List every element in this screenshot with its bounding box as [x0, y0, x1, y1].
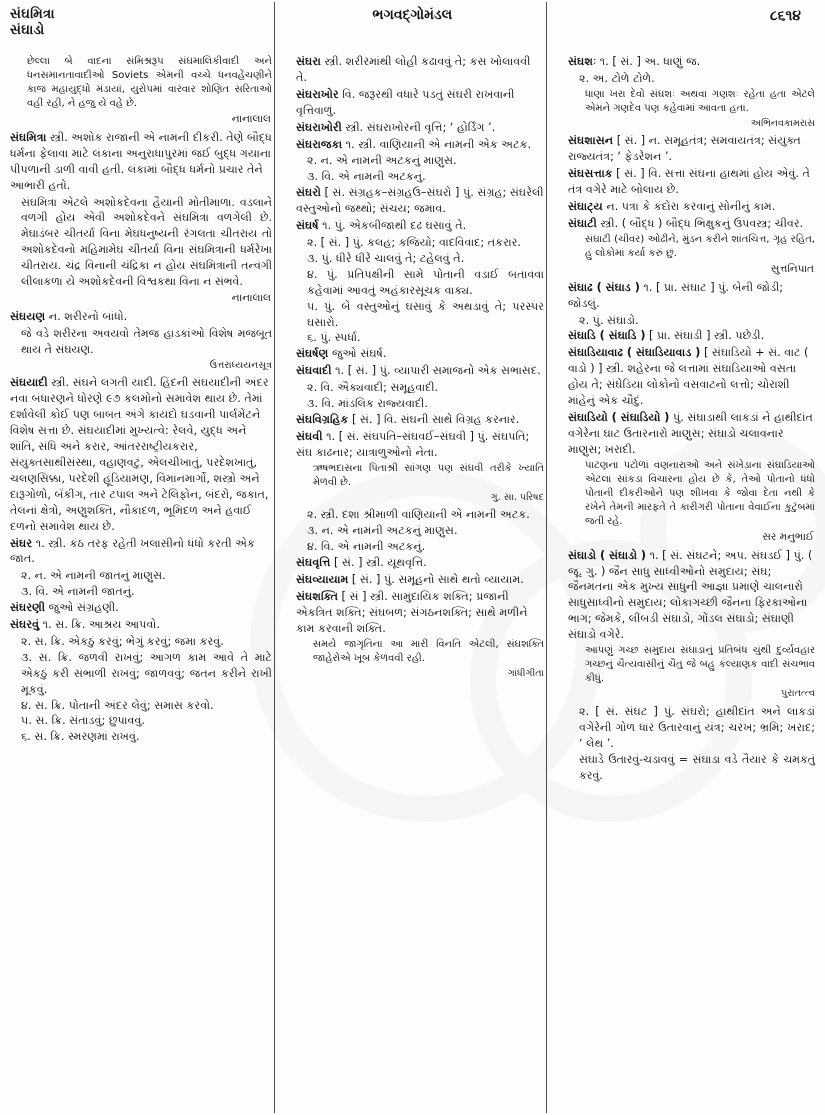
entry-sense: ૨. સ્ત્રી. દશા શ્રીમાળી વાણિયાની એ નામની અટક.: [307, 508, 530, 522]
entry-sense: ૨. ન. એ નામની અટકનું માણુસ.: [307, 154, 457, 168]
entry-headword: સંઘયણ: [10, 310, 46, 324]
citation-attribution: સુત્તનિપાત: [770, 262, 814, 275]
entry-sense: ૨. પું. સંઘાડો.: [579, 313, 639, 327]
entry-definition: જુઓ સંઘર્ષ.: [328, 347, 387, 361]
citation-attribution: સર મનુભાઈ: [762, 530, 814, 543]
entry-definition: [ સં. ] પું. સમૂહનો સાથે થતો વ્યાયામ.: [348, 572, 524, 586]
book-title: ભગવદ્ગોમંડલ: [372, 7, 453, 23]
entry-citation: સંઘાટી (ચીવર) ઓઢીને, મુંડન કરીને શાંતચિત્ત, ગૃહ રહિત, હું લોકોમાં કર્યા કરું છું.: [585, 233, 815, 259]
entry-sense: ૨. ન. એ નામની જાતનું માણુસ.: [21, 569, 166, 583]
dictionary-entry: [568, 54, 815, 70]
entry-headword: સંઘરાજકા: [296, 137, 343, 151]
citation-attribution: ગાંધીગીતા: [507, 667, 544, 679]
dictionary-entry: [568, 133, 815, 165]
entry-headword: સંઘવૃત્તિ: [296, 555, 331, 569]
dictionary-entry: [296, 589, 544, 637]
dictionary-entry: [568, 548, 815, 643]
dictionary-entry: [568, 280, 815, 312]
entry-headword: સંઘરો: [296, 186, 321, 200]
entry-definition: ૧. [ સં. ] અ. ધાણું જ.: [596, 55, 701, 68]
entry-sense: ૨. સ. ક્રિ. એકઠું કરવું; ભેગું કરવું; જમા કરવું.: [21, 634, 224, 648]
entry-headword: સંઘાડો ( સંઘાડો ): [568, 548, 647, 562]
entry-sense: ૩. વિ. એ નામની અટકનું.: [307, 170, 426, 184]
entry-headword: સંઘર્ષ: [296, 219, 319, 233]
citation-attribution: ઉત્તરાધ્યયનસૂત્ર: [209, 359, 272, 371]
citation-attribution: નાનાલાલ: [231, 113, 271, 125]
dictionary-entry: [568, 166, 815, 198]
dictionary-entry: [296, 346, 544, 362]
entry-definition: [ સં. ] સ્ત્રી. યૂથવૃત્તિ.: [330, 555, 427, 569]
dictionary-entry: [296, 218, 544, 234]
entry-citation: જે વડે શરીરના અવયવો તેમજ હાડકાંઓ વિશેષ મજબૂત થાય તે સંઘયણ.: [21, 326, 272, 356]
citation-attribution: ગુ. સા. પરિષદ: [490, 491, 544, 503]
entry-definition: સ્ત્રી. અશોક રાજાની એ નામની દીકરી. તેણે બૌદ્ધ ધર્મના ફેલાવા માટે લંકાના અનુરાધાપુરમાં જઈ બુદ્ધ ગયાના પીપળાની ડાળી વાવી હતી. લંકામાં બૌદ્ધ ધર્મનો પ્રચાર તેને આભારી હતો.: [10, 130, 272, 192]
entry-headword: સંઘયાદી: [10, 376, 48, 390]
entry-definition: ન. શરીરનો બાંધો.: [45, 310, 128, 324]
entry-definition: સ્ત્રી. સંઘને લગતી યાદી. હિંદની સંઘયાદીની અંદર નવા બંધારણને ધોરણે ૯૭ કલમોનો સમાવેશ થાય છે. તેમાં દર્શાવેલી કોઈ પણ બાબત અંગે કાયદો ઘડવાની પાર્લમેંટને વિશેષ સત્તા છે. સંઘયાદીમાં મુખ્યત્વે: રેલવે, યુદ્ધ અને શાંતિ, સંધિ અને કરાર, આંતરરાષ્ટ્રીયકરાર, સંયુક્તસાથીસંસ્થા, વહાણવટું, એલચીખાતું, પરદેશખાતું, ચલણસિક્કા, પરદેશી હૂંડિયામણ, વિમાનમાર્ગો, શસ્ત્રો અને દારૂગોળો, બૅંકીંગ, તાર ટપાલ અને ટેલિફોન, બંદરો, જકાત, તેલનાં ક્ષેત્રો, અણુશક્તિ, નૌકાદળ, ભૂમિદળ અને હવાઈ દળનો સમાવેશ થાય છે.: [10, 376, 269, 533]
dictionary-entry: [568, 328, 815, 344]
entry-headword: સંઘવી: [296, 429, 323, 443]
dictionary-entry: [296, 87, 544, 119]
entry-sense: ૬. પું. સ્પર્ધા.: [307, 331, 361, 345]
entry-sense: ૩. સ. ક્રિ. જળવી રાખવું; આગળ કામ આવે તે માટે એકઠું કરી સંભાળી રાખવું; જાળવવું; જતન કરીને રાખી મૂકવું.: [21, 650, 272, 696]
entry-headword: સંઘરવું: [10, 618, 40, 632]
entry-headword: સંઘાટી: [568, 216, 597, 230]
entry-definition: ન. પત્રા કે કંદોરા કરવાનું સોનીનું કામ.: [602, 200, 776, 214]
entry-definition: ૧. સ. ક્રિ. આશ્રય આપવો.: [39, 618, 160, 632]
entry-headword: સંઘવિગ્રહિક: [296, 412, 349, 426]
dictionary-entry: [568, 199, 815, 215]
entry-sense: ૫. પું. બે વસ્તુઓનું ઘસાવું કે અથડાવું તે; પરસ્પર ઘસારો.: [307, 299, 544, 329]
citation-attribution: અભિનવકામરાસ: [750, 117, 815, 129]
entry-definition: ૧. [ સં. સંઘપતિ–સંઘવઈ–સંઘવી ] પું. સંઘપતિ; સંઘ કાઢનાર; યાત્રાળુઓનો નેતા.: [296, 429, 530, 459]
entry-sense: ૪. સ. ક્રિ. પોતાની અંદર લેવું; સમાસ કરવો.: [21, 698, 214, 712]
dictionary-entry: [296, 137, 544, 153]
entry-citation: પાટણના પટોળાં વણનારાઓ અને સંખેડાના સંઘાડિયાઓ એટલા સાંકડા વિચારના હોય છે કે, તેઓ પોતાનો ધંધો પોતાની દીકરીઓને પણ શીખવા કે જોવા દેતા નથી કે રખેને તેમની મારફતે તે કારીગરી પોતાના વેવાઈના કુટુંબમાં જતી રહે.: [585, 459, 815, 527]
entry-headword: સંઘાડિયાવાઢ ( સંઘાડિયાવાડ ): [568, 346, 701, 360]
entry-sense: ૩. ન. એ નામની અટકનું માણુસ.: [307, 524, 458, 538]
column-divider-1: [274, 2, 275, 1113]
entry-sense: ૪. વિ. એ નામની અટકનું.: [307, 540, 426, 554]
entry-sense: ૫. સ. ક્રિ. સંતાડવું; છુપાવવું.: [21, 714, 145, 728]
running-head: [10, 6, 815, 50]
dictionary-entry: [10, 309, 272, 325]
entry-definition: ૧. સ્ત્રી. કંઠ તરફ રહેતી ખલાસીનો ધંધો કરતી એક જાત.: [10, 536, 255, 566]
citation-attribution: પુરાતત્ત્વ: [781, 688, 815, 700]
entry-definition: [ સં. ] વિ. સંઘની સાથે વિગ્રહ કરનાર.: [348, 412, 520, 426]
entry-sense: ૩. પું. ધીરે ધીરે ચાલવું તે; ટહેલવું તે.: [307, 251, 465, 265]
entry-definition: ૧. પું. એકબીજાથી દઢ ઘસાવું તે.: [318, 219, 467, 233]
dictionary-entry: [568, 410, 815, 458]
entry-definition: ૧. [ પ્રા. સંઘાટ ] પું. બેની જોડી; જોડલું.: [568, 280, 784, 310]
dictionary-entry: [296, 185, 544, 217]
entry-definition: સ્ત્રી. શરીરમાંથી લોહી કઢાવવું તે; કસ ખોલાવવી તે.: [296, 55, 531, 84]
dictionary-entry: [10, 600, 272, 616]
dictionary-entry: [296, 572, 544, 588]
entry-headword: સંઘર: [10, 536, 33, 550]
entry-definition: ૧. [ સં. ] પું. વ્યાપારી સમાજનો એક સભાસદ.: [331, 364, 541, 378]
entry-definition: ૧. [ સં. સંઘટને; અપ. સંઘડઈ ] પું. ( જૂ. ગુ. ) જૈન સાધુ સાધ્વીઓનો સમુદાય; સંઘ; જૈનમતના એક મુખ્ય સાધુની આજ્ઞા પ્રમાણે ચાલનારો સાધુસાધ્વીનો સમુદાય; લોકાગચ્છી જૈનના ફિરકાઓના ભાગ; જેમકે, લીંબડી સંઘાડો, ગોંડલ સંઘાડો; સંઘાણી સંઘાડો વગેરે.: [568, 548, 813, 642]
entry-definition: [ સંઘાડિયો + સં. વાટ ( વાડો ) ] સ્ત્રી. શહેરના જે લત્તામાં સંઘાડિયાઓ વસતા હોય તે; સંઘેડિયા લોકોનો વસવાટનો લત્તો; ચોરાશી માંહેનું એક ચૌદું.: [568, 346, 809, 408]
entry-headword: સંઘશાસન: [568, 134, 614, 148]
column-2: [284, 54, 556, 1104]
citation-attribution: નાનાલાલ: [231, 292, 271, 305]
entry-definition: [ પ્રા. સંઘાડી ] સ્ત્રી. પછેડી.: [645, 329, 765, 343]
entry-headword: સંઘરણી: [10, 601, 46, 615]
column-3: [556, 54, 815, 1104]
dictionary-entry: [296, 363, 544, 379]
entry-definition: [ સં ] સ્ત્રી. સામુદાયિક શક્તિ; પ્રજાની એકત્રિત શક્તિ; સંઘબળ; સંગઠનશક્તિ; સાથે મળીને કામ કરવાની શક્તિ.: [296, 589, 528, 635]
entry-headword: સંઘરાખોર: [296, 87, 339, 101]
entry-headword: સંઘશઃ: [568, 55, 597, 68]
dictionary-entry: [296, 54, 544, 86]
entry-definition: સ્ત્રી. સંઘરાખોરની વૃત્તિ; ‘ હોર્ડિંગ ’.: [341, 120, 496, 134]
entry-sense: ૬. સ. ક્રિ. સ્મરણમાં રાખવું.: [21, 730, 140, 744]
dictionary-entry: [10, 536, 272, 568]
entry-citation: સંઘમિત્રા એટલે અશોકદેવના હૈયાની મોતીમાળા. વડલાને વળગી હોય એવી અશોકદેવને સંઘમિત્રા વળગેલી છે. મેઘાડંબર ચીતર્યા વિના મેઘધનુષ્યની રંગલતા ચીતરાય તો અશોકદેવનો મહિમામેઘ ચીતર્યા વિના સંઘમિત્રાની ધર્મરેખા ચીતરાય. ચંદ્ર વિનાની ચંદ્રિકા ન હોય સંઘમિત્રાની તન્વંગી લીલાકળા યે અશોકદેવની વિશ્વકથા વિના ન સંભવે.: [21, 195, 272, 289]
entry-sense: ૪. પું. પ્રતિપક્ષીની સામે પોતાની વડાઈ બતાવવા કહેવામાં આવતું અહંકારસૂચક વાક્ય.: [307, 267, 544, 297]
entry-headword: સંઘસત્તાક: [568, 167, 613, 181]
entry-citation: ઋષભદાસના પિતાશ્રી સાંગણ પણ સંઘવી તરીકે ખ્યાતિ મેળવી છે.: [313, 462, 544, 488]
running-head-left-first-entry: સંઘમિત્રા: [10, 6, 55, 22]
dictionary-entry: [10, 375, 272, 534]
dictionary-entry: [296, 555, 544, 571]
entry-headword: સંઘરા: [296, 55, 321, 68]
entry-sense: ૨. વિ. ઐક્યવાદી; સમૂહવાદી.: [307, 381, 439, 395]
entry-headword: સંઘવ્યાયામ: [296, 572, 349, 586]
dictionary-entry: [10, 130, 272, 194]
entry-headword: સંઘાડિ ( સંઘાડિ ): [568, 329, 646, 343]
entry-sense: ૨. [ સં. સંઘટ ] પું. સંઘરો; હાથીદાંત અને લાકડાં વગેરેની ગોળ ધાર ઉતારવાનું યંત્ર; ચરખ; ભ્રમિ; ખરાદ; ‘ લેથ ’.: [579, 704, 815, 750]
entry-headword: સંઘશક્તિ: [296, 589, 338, 603]
entry-sense: ૩. વિ. માંડલિક રાજ્યવાદી.: [307, 397, 428, 411]
entry-headword: સંઘવાદી: [296, 364, 332, 378]
column-container: [10, 50, 815, 1104]
entry-definition: [ સં. સંગ્રહક–સંગ્રહઉ–સંઘરો ] પું. સંગ્રહ; સંઘરેલી વસ્તુઓનો જથ્થો; સંચય; જમાવ.: [296, 186, 544, 216]
entry-citation: સમયે જાગૃતિના આ મારી વિનતિ એટલી, સંઘશક્તિ જાહેરોએ ખૂબ કેળવવી રહી.: [313, 638, 544, 664]
running-head-left: [10, 6, 55, 39]
entry-definition: [ સં. ] વિ. સત્તા સંઘના હાથમાં હોય એવું. તે તંત્ર વગેરે માટે બોલાય છે.: [568, 167, 810, 197]
dictionary-entry: [568, 216, 815, 232]
entry-definition: વિ. જરૂરથી વધારે પડતું સંઘરી રાખવાની વૃત્તિવાળું.: [296, 87, 515, 117]
entry-headword: સંઘર્ષણ: [296, 347, 329, 361]
page-number: ૮૬૧૪: [769, 8, 801, 24]
entry-definition: ૧. સ્ત્રી. વાણિયાની એ નામની એક અટક.: [342, 137, 532, 151]
column-divider-2: [546, 2, 547, 1113]
entry-definition: જુઓ સંગ્રહણી.: [45, 601, 119, 615]
entry-headword: સંઘાઢ ( સંઘાડ ): [568, 280, 640, 294]
entry-headword: સંઘમિત્રા: [10, 130, 47, 144]
entry-citation: સંઘાડે ઉતારવું-ચડાવવું = સંઘાડા વડે તૈયાર કે ચમકતું કરવું.: [579, 753, 815, 783]
column-1: [10, 54, 284, 1104]
entry-headword: સંઘાડિયો ( સંઘાડિયો ): [568, 411, 670, 425]
dictionary-entry: [10, 617, 272, 633]
running-head-left-last-entry: સંઘાડો: [10, 22, 45, 39]
entry-definition: સ્ત્રી. ( બૌદ્ધ ) બૌદ્ધ ભિક્ષુકનું ઉપવસ્ત્ર; ચીવર.: [596, 216, 804, 230]
entry-definition: પું. સંઘાડાથી લાકડાં ને હાથીદાંત વગેરેના ઘાટ ઉતારનારો માણુસ; સંઘાડો ચલાવનાર માણુસ; ખરાદી.: [568, 411, 813, 456]
dictionary-entry: [296, 429, 544, 461]
entry-citation: ધાણા ખરા દેવો સંઘશઃ અથવા ગણશઃ રહેતા હતા એટલે એમને ગણદેવ પણ કહેવામાં આવતા હતા.: [585, 88, 815, 114]
entry-citation: છેલ્લા બે વાદના સંમિશ્રરૂપ સંઘમાલિકીવાદી અને ધનસમાનતાવાદીઓ Soviets એમની વચ્ચે ધનવહેંચણીને કાજ મહાયુદ્ધો મંડાયાં, યુરોપમાં વારંવાર શોણિત સરિતાઓ વહી રહી, ને હજુ યે વહે છે.: [27, 56, 272, 109]
entry-sense: ૩. વિ. એ નામની જાતનું.: [21, 585, 135, 599]
dictionary-entry: [568, 345, 815, 409]
entry-sense: ૨. અ. ટોળે ટોળે.: [579, 71, 655, 85]
entry-sense: ૨. [ સં. ] પું. કલહ; કજિયો; વાદવિવાદ; તકરાર.: [307, 235, 521, 249]
entry-headword: સંઘાટ્ય: [568, 200, 603, 214]
dictionary-entry: [296, 412, 544, 428]
dictionary-entry: [296, 120, 544, 136]
entry-headword: સંઘરાખોરી: [296, 120, 342, 134]
entry-citation: આપણું ગચ્છ સમુદાય સંઘાડાનું પ્રતિબંધ ચુંથી દુર્વ્યવહાર ગચ્છનું ચૈત્યવાસીનું ચૈતુ જે બહુ કલ્યાણક વાદી સંચભાવ કીધું.: [585, 645, 815, 685]
entry-definition: [ સં. ] ન. સમૂહતંત્ર; સમવાયતંત્ર; સંયુક્ત રાજ્યતંત્ર; ‘ ફેડરેશન ’.: [568, 134, 801, 164]
